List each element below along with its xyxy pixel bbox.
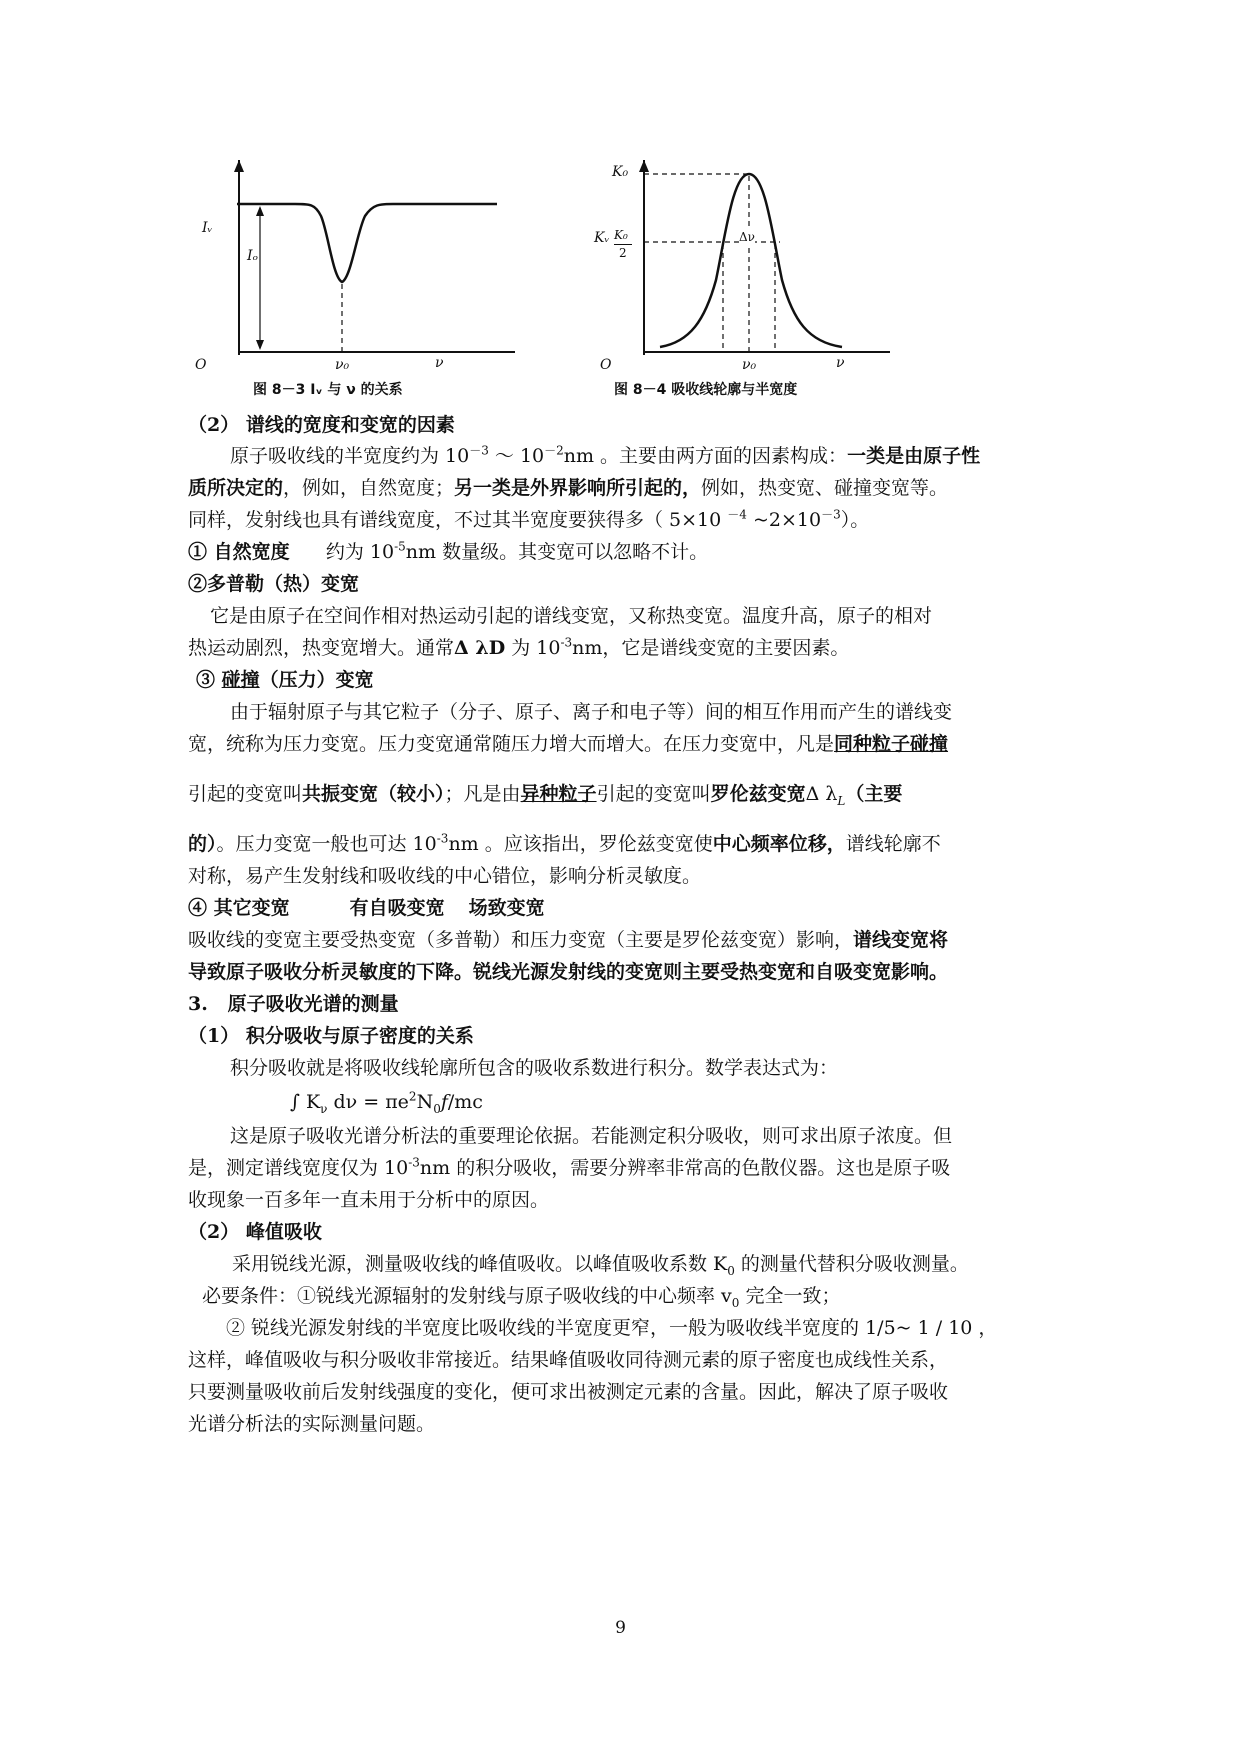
figure-8-4 <box>594 160 890 398</box>
fig1-y-label: Iᵥ <box>202 220 213 236</box>
text: 同样，发射线也具有谱线宽度，不过其半宽度要狭得多（ 5×10 <box>188 509 728 531</box>
text: nm 的积分吸收，需要分辨率非常高的色散仪器。这也是原子吸 <box>419 1157 951 1179</box>
text: 光谱分析法的实际测量问题。 <box>188 1413 436 1435</box>
other-broadening-heading <box>188 895 545 921</box>
text: nm 数量级。其变宽可以忽略不计。 <box>405 541 709 563</box>
text: nm 。应该指出，罗伦兹变宽使 <box>448 833 713 855</box>
bold-text: 谱线变宽将 <box>853 929 949 951</box>
text: 吸收线的变宽主要受热变宽（多普勒）和压力变宽（主要是罗伦兹变宽）影响， <box>188 929 854 951</box>
text: 导致原子吸收分析灵敏度的下降。锐线光源发射线的变宽则主要受热变宽和自吸变宽影响。 <box>188 961 949 983</box>
paragraph-line <box>188 731 948 757</box>
paragraph-line <box>188 1379 948 1405</box>
sub: 0 <box>731 1295 740 1310</box>
profile-curve <box>660 174 842 347</box>
doppler-heading <box>188 571 359 597</box>
text: /mc <box>447 1091 483 1113</box>
text: 这是原子吸收光谱分析法的重要理论依据。若能测定积分吸收，则可求出原子浓度。但 <box>230 1125 953 1147</box>
text: 完全一致； <box>739 1285 841 1307</box>
paragraph-line <box>188 507 869 533</box>
bold-underlined-text: 异种粒子 <box>520 783 597 805</box>
text: 引起的变宽叫 <box>188 783 303 805</box>
text: 它是由原子在空间作相对热运动引起的谱线变宽，又称热变宽。温度升高，原子的相对 <box>210 605 933 627</box>
fig2-x-label: ν <box>836 355 845 371</box>
integral-equation <box>290 1089 483 1115</box>
text: 例如，热变宽、碰撞变宽等。 <box>701 477 949 499</box>
sup: -5 <box>394 539 406 554</box>
fig1-caption: 图 8－3 Iᵥ 与 ν 的关系 <box>253 382 403 398</box>
paragraph-line <box>226 1315 997 1341</box>
text: 3. 原子吸收光谱的测量 <box>188 993 399 1015</box>
paragraph-line <box>188 1411 435 1437</box>
text: 采用锐线光源，测量吸收线的峰值吸收。以峰值吸收系数 K <box>232 1253 728 1275</box>
text: ③ <box>196 669 222 691</box>
text: ；凡是由 <box>444 783 521 805</box>
text: ∫ K <box>290 1091 321 1113</box>
underlined-text: 碰撞 <box>221 669 260 691</box>
bold-text: ① 自然宽度 <box>188 541 290 563</box>
text: 为 10 <box>505 637 561 659</box>
y-axis-arrow <box>234 160 244 172</box>
paragraph-line <box>202 1283 840 1309</box>
sup: －3 <box>469 443 489 458</box>
text: 场致变宽 <box>468 897 545 919</box>
bold-text: 罗伦兹变宽 <box>710 783 806 805</box>
fig1-origin: O <box>195 357 207 373</box>
paragraph-line <box>188 635 849 661</box>
text: ② 锐线光源发射线的半宽度比吸收线的半宽度更窄，一般为吸收线半宽度的 1/5~ 1 / 10 ， <box>226 1317 998 1339</box>
sup: －4 <box>727 507 747 522</box>
fig1-i0-label: Iₒ <box>247 248 258 264</box>
text: ④ 其它变宽 <box>188 897 290 919</box>
bold-text: Δ λD <box>454 637 506 659</box>
fraction-bar <box>614 244 632 245</box>
text: 宽，统称为压力变宽。压力变宽通常随压力增大而增大。在压力变宽中，凡是 <box>188 733 835 755</box>
text: 积分吸收就是将吸收线轮廓所包含的吸收系数进行积分。数学表达式为： <box>230 1057 839 1079</box>
text: （1） 积分吸收与原子密度的关系 <box>188 1025 474 1047</box>
sup: 2 <box>408 1089 417 1104</box>
paragraph-line <box>230 699 952 725</box>
text: 原子吸收线的半宽度约为 10 <box>230 445 470 467</box>
sub: L <box>837 793 846 808</box>
fig2-origin: O <box>600 357 612 373</box>
absorption-profile-plot <box>620 160 890 355</box>
fig2-half-den: 2 <box>619 246 627 260</box>
sub: 0 <box>433 1101 441 1116</box>
heading-2-peak <box>188 1219 322 1245</box>
paragraph-line <box>188 1347 948 1373</box>
text: f <box>440 1091 448 1113</box>
text: 热运动剧烈，热变宽增大。通常 <box>188 637 455 659</box>
fig2-caption: 图 8－4 吸收线轮廓与半宽度 <box>614 382 798 398</box>
i0-arrow-bottom <box>256 340 264 350</box>
bold-text: 另一类是外界影响所引起的， <box>454 477 702 499</box>
sup: －3 <box>821 507 841 522</box>
text: 是，测定谱线宽度仅为 10 <box>188 1157 409 1179</box>
text: 引起的变宽叫 <box>596 783 711 805</box>
sup: -3 <box>408 1155 420 1170</box>
text: ～ 10 <box>488 445 545 467</box>
paragraph-line <box>188 927 948 953</box>
paragraph-line <box>232 1251 969 1277</box>
bold-text: （主要 <box>845 783 903 805</box>
absorption-intensity-plot <box>215 160 515 355</box>
paragraph-line <box>230 1123 952 1149</box>
bold-text: 一类是由原子性 <box>847 445 981 467</box>
text: 必要条件：①锐线光源辐射的发射线与原子吸收线的中心频率 v <box>202 1285 732 1307</box>
i0-arrow-top <box>256 206 264 216</box>
paragraph-line <box>188 475 948 501</box>
fig2-delta: Δν <box>739 230 755 244</box>
fig2-k0-label: K₀ <box>612 164 629 180</box>
bold-text: 的） <box>188 833 217 855</box>
text: N <box>416 1091 434 1113</box>
fig2-nu0: ν₀ <box>742 357 757 373</box>
text: 对称，易产生发射线和吸收线的中心错位，影响分析灵敏度。 <box>188 865 702 887</box>
fig2-y-label: Kᵥ <box>594 230 610 246</box>
text: 有自吸变宽 <box>349 897 445 919</box>
paragraph-line <box>210 603 932 629</box>
text: Δ λ <box>805 783 838 805</box>
text: 。压力变宽一般也可达 10 <box>216 833 437 855</box>
text: （2） 峰值吸收 <box>188 1221 322 1243</box>
text: 约为 10 <box>289 541 395 563</box>
sup: －2 <box>544 443 564 458</box>
text: 由于辐射原子与其它粒子（分子、原子、离子和电子等）间的相互作用而产生的谱线变 <box>230 701 953 723</box>
text: ）。 <box>840 509 870 531</box>
text: nm 。主要由两方面的因素构成： <box>563 445 848 467</box>
paragraph-line <box>230 1055 838 1081</box>
text: ~2×10 <box>746 509 822 531</box>
fig2-half-num: K₀ <box>614 228 628 242</box>
y-axis-arrow <box>639 160 649 172</box>
heading-1-integral <box>188 1023 474 1049</box>
text: 这样，峰值吸收与积分吸收非常接近。结果峰值吸收同待测元素的原子密度也成线性关系， <box>188 1349 949 1371</box>
fig1-nu0: ν₀ <box>335 357 350 373</box>
sup: -3 <box>436 831 449 846</box>
bold-underlined-text: 同种粒子碰撞 <box>834 733 949 755</box>
paragraph-line <box>188 831 941 857</box>
sub: 0 <box>727 1263 735 1278</box>
text: （压力）变宽 <box>259 669 374 691</box>
paragraph-line <box>188 863 701 889</box>
text: ，例如，自然宽度； <box>283 477 455 499</box>
sub: ν <box>320 1101 328 1116</box>
sup: -3 <box>560 635 573 650</box>
text: nm，它是谱线变宽的主要因素。 <box>572 637 850 659</box>
text: dν = πe <box>327 1091 409 1113</box>
paragraph-line <box>188 1187 549 1213</box>
section-3-heading <box>188 991 399 1017</box>
text: 只要测量吸收前后发射线强度的变化，便可求出被测定元素的含量。因此，解决了原子吸收 <box>188 1381 949 1403</box>
text: 的测量代替积分吸收测量。 <box>734 1253 969 1275</box>
paragraph-line <box>188 959 948 985</box>
text: ②多普勒（热）变宽 <box>188 573 360 595</box>
natural-width-line <box>188 539 708 565</box>
fig1-x-label: ν <box>435 355 444 371</box>
page-number: 9 <box>615 1618 626 1638</box>
paragraph-line <box>188 1155 950 1181</box>
text: 收现象一百多年一直未用于分析中的原因。 <box>188 1189 550 1211</box>
paragraph-line <box>188 781 902 807</box>
heading-2-line-width <box>188 412 455 438</box>
bold-text: 质所决定的 <box>188 477 284 499</box>
text: （2） 谱线的宽度和变宽的因素 <box>188 414 455 436</box>
text: 谱线轮廓不 <box>845 833 941 855</box>
paragraph-line <box>230 443 980 469</box>
bold-text: 共振变宽（较小） <box>302 783 445 805</box>
figure-8-3 <box>195 160 515 398</box>
bold-text: 中心频率位移， <box>712 833 846 855</box>
intensity-curve <box>237 204 497 282</box>
collision-heading <box>196 667 374 693</box>
